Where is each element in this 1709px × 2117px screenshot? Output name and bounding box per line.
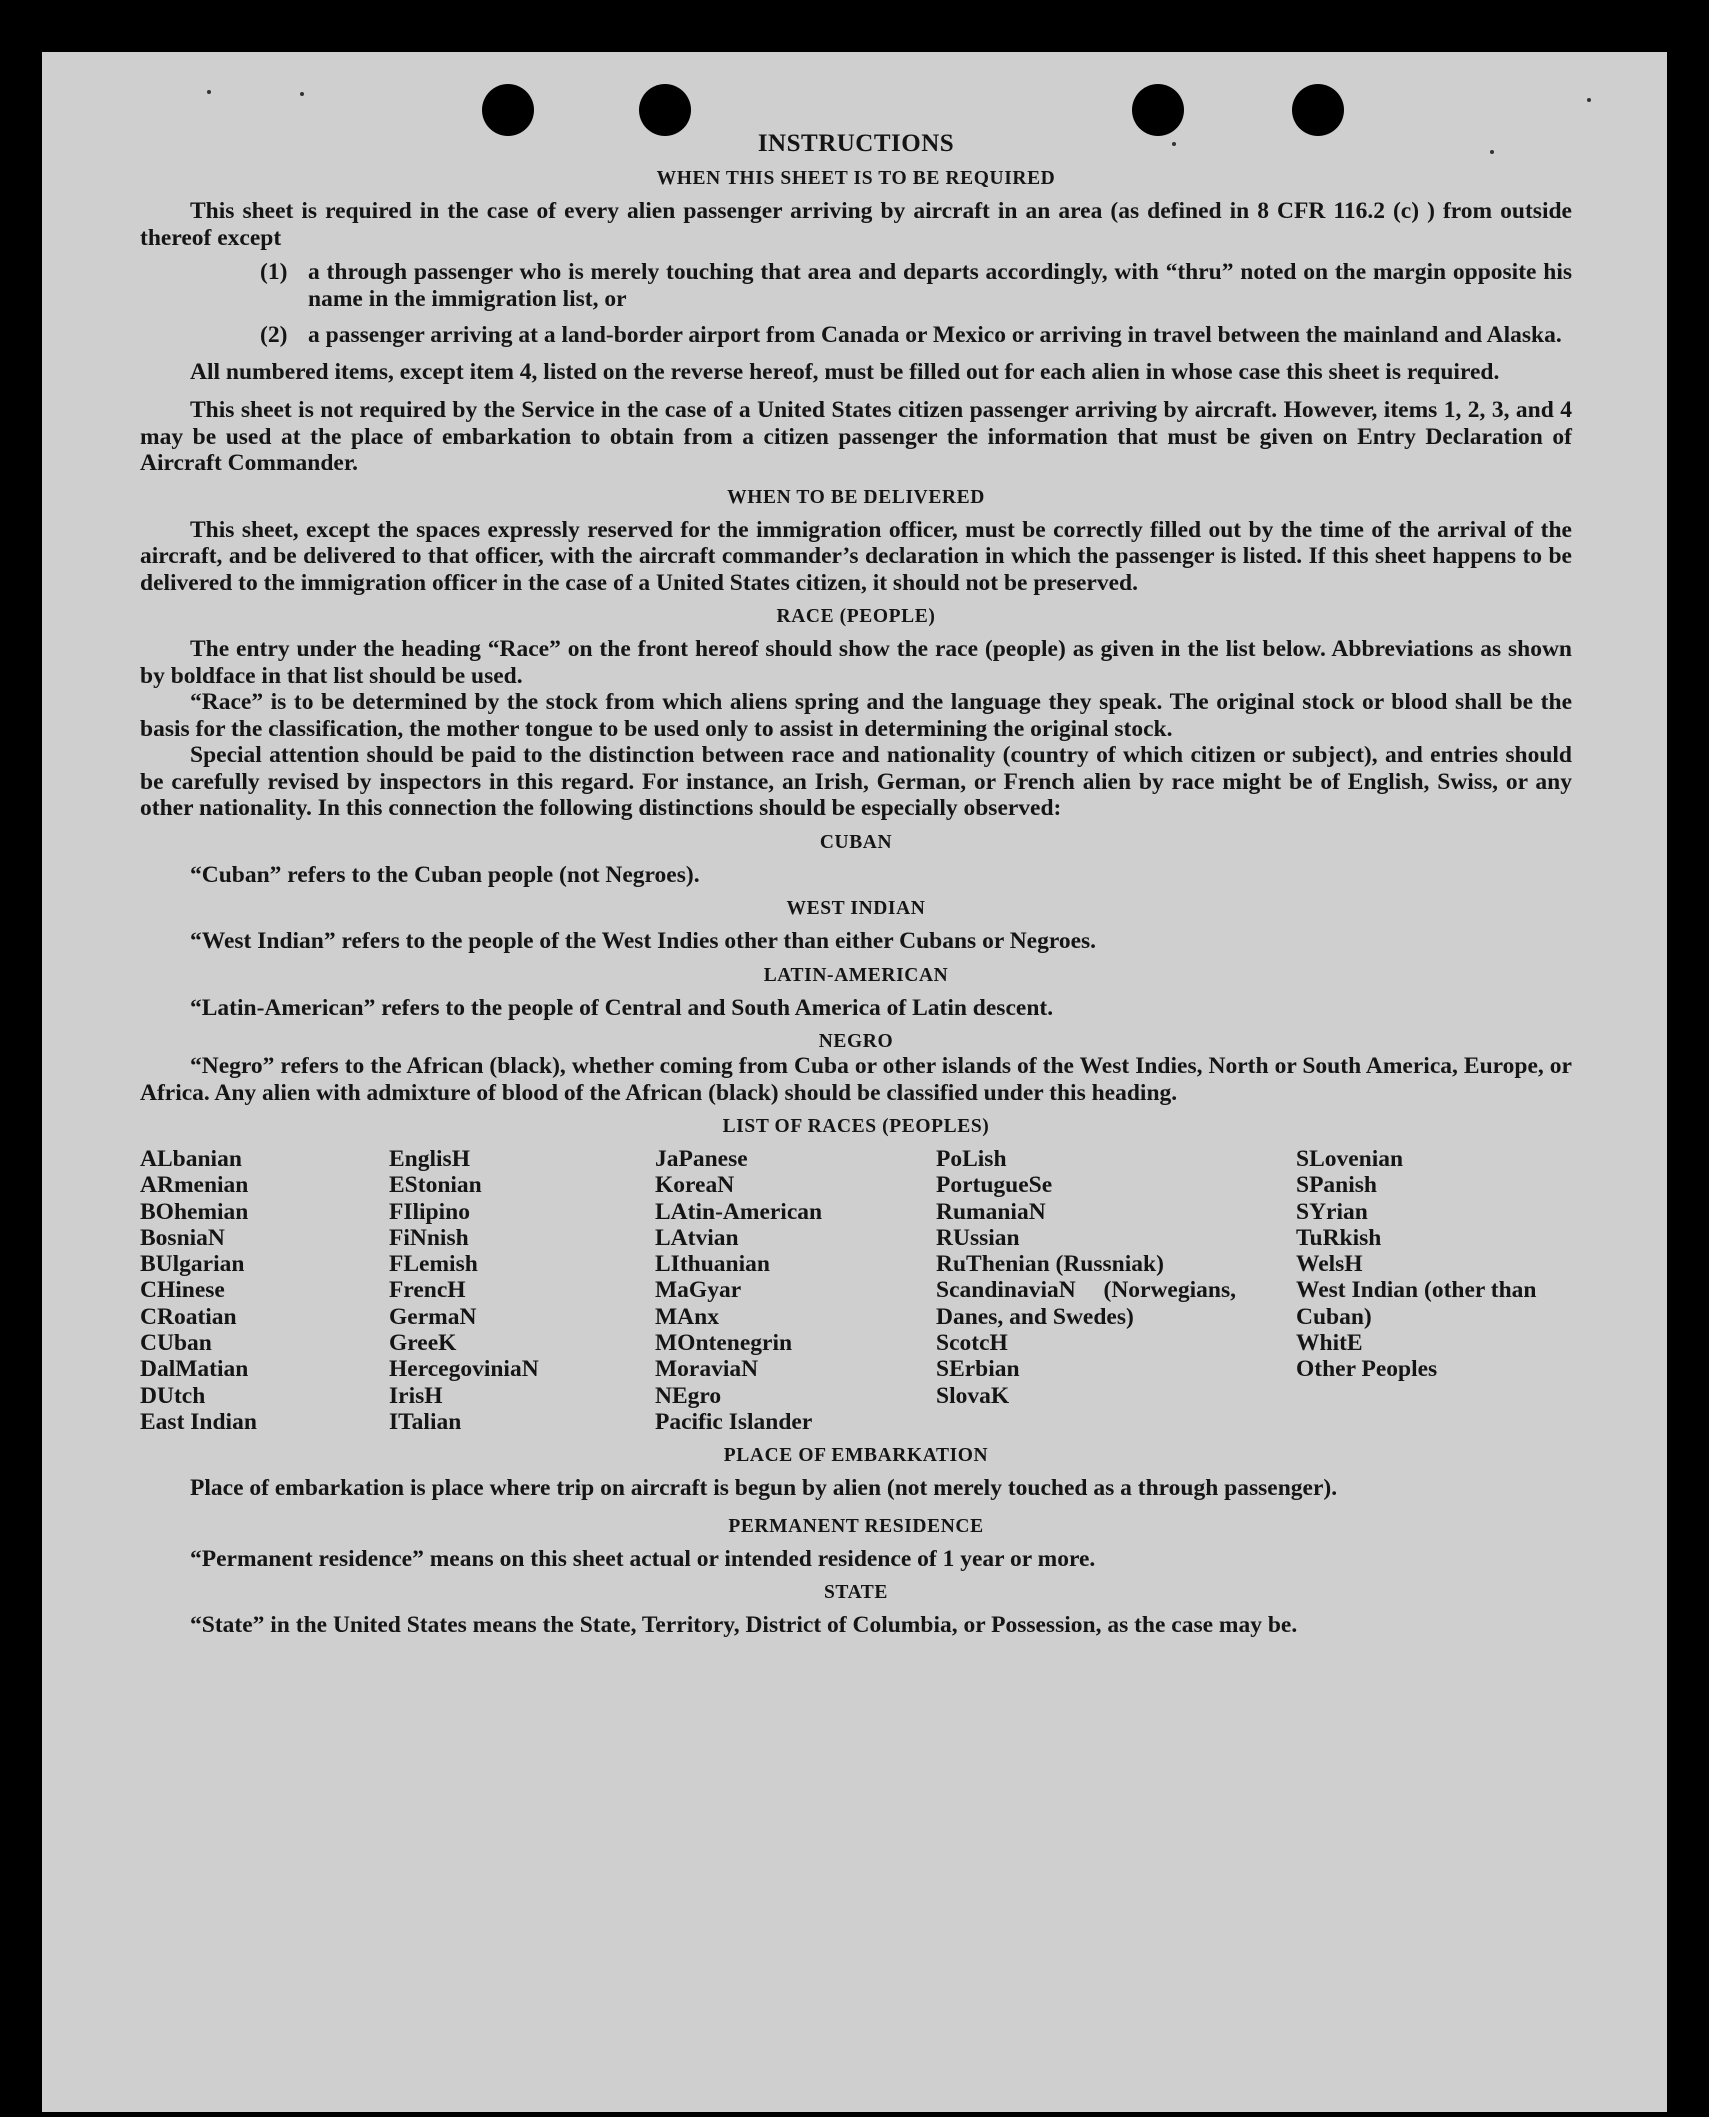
race-entry: RUssian: [936, 1224, 1020, 1251]
race-entry: ARmenian: [140, 1172, 249, 1199]
race-entry: ScotcH: [936, 1330, 1008, 1357]
heading-required: WHEN THIS SHEET IS TO BE REQUIRED: [656, 168, 1056, 189]
race-entry: RumaniaN: [936, 1198, 1046, 1225]
speck: [207, 90, 211, 94]
race-entry: MAnx: [655, 1303, 719, 1330]
race-entry: SlovaK: [936, 1382, 1010, 1409]
negro-text: “Negro” refers to the African (black), whether coming from Cuba or other islands of the West Indies, North or South America, Europe, or Africa. Any alien with admixture of blood of the African (black) should be classified under this heading.: [140, 1053, 1572, 1106]
heading-residence: PERMANENT RESIDENCE: [728, 1515, 984, 1537]
heading-races-list: LIST OF RACES (PEOPLES): [722, 1116, 990, 1137]
race-entry: FLemish: [389, 1251, 478, 1278]
races-list: [140, 1146, 1572, 1435]
race-entry: KoreaN: [655, 1172, 735, 1199]
race-entry: RuThenian (Russniak): [936, 1251, 1164, 1278]
race-entry: PortugueSe: [936, 1172, 1053, 1199]
heading-delivered: WHEN TO BE DELIVERED: [727, 486, 985, 508]
races-column-4: [936, 1146, 1296, 1435]
race-entry: East Indian: [140, 1408, 257, 1435]
punch-hole: [1132, 84, 1184, 136]
race-entry: LIthuanian: [655, 1251, 770, 1278]
race-entry: CHinese: [140, 1277, 225, 1304]
race-entry: Other Peoples: [1296, 1356, 1438, 1383]
race-entry: LAtvian: [655, 1224, 739, 1251]
races-column-2: [389, 1146, 655, 1435]
residence-text: “Permanent residence” means on this sheet actual or intended residence of 1 year or more.: [190, 1545, 1096, 1572]
heading-embarkation: PLACE OF EMBARKATION: [723, 1445, 989, 1467]
document-page: [42, 52, 1667, 2112]
race-entry: MoraviaN: [655, 1356, 759, 1383]
item-text: a through passenger who is merely touching that area and departs accordingly, with “thru” noted on the margin opposite his name in the immigration list, or: [308, 259, 1572, 312]
race-entry: DUtch: [140, 1382, 206, 1409]
race-para-3: Special attention should be paid to the distinction between race and nationality (country of which citizen or subject), and entries should be carefully revised by inspectors in this regard. For instance, an Irish, German, or French alien by race might be of English, Swiss, or any other nationality. In this connection the following distinctions should be especially observed:: [140, 742, 1572, 821]
race-entry: LAtin-American: [655, 1198, 823, 1225]
race-entry: FiNnish: [389, 1224, 469, 1251]
punch-hole: [1292, 84, 1344, 136]
race-entry: EStonian: [389, 1172, 482, 1199]
heading-state: STATE: [823, 1582, 889, 1604]
race-entry: NEgro: [655, 1382, 722, 1409]
race-para-2: “Race” is to be determined by the stock from which aliens spring and the language they speak. The original stock or blood shall be the basis for the classification, the mother tongue to be used only to assist in determining the original stock.: [140, 689, 1572, 742]
speck: [1587, 98, 1591, 102]
exception-item-2: [260, 322, 1572, 349]
item-text: a passenger arriving at a land-border airport from Canada or Mexico or arriving in travel between the mainland and Alaska.: [308, 322, 1562, 348]
exception-item-1: [260, 259, 1572, 312]
race-entry: FIlipino: [389, 1198, 470, 1225]
race-entry: MaGyar: [655, 1277, 742, 1304]
race-entry: FrencH: [389, 1277, 466, 1304]
page-title: INSTRUCTIONS: [757, 130, 955, 157]
west-indian-text: “West Indian” refers to the people of the West Indies other than either Cubans or Negroes.: [190, 928, 1097, 954]
latin-american-text: “Latin-American” refers to the people of Central and South America of Latin descent.: [190, 994, 1054, 1021]
embarkation-text: Place of embarkation is place where trip on aircraft is begun by alien (not merely touched as a through passenger).: [190, 1475, 1338, 1502]
race-entry: SPanish: [1296, 1172, 1377, 1199]
race-entry: SLovenian: [1296, 1146, 1404, 1172]
item-number: (2): [260, 322, 288, 348]
required-para-2: All numbered items, except item 4, listed on the reverse hereof, must be filled out for each alien in whose case this sheet is required.: [190, 358, 1500, 385]
race-entry: PoLish: [936, 1146, 1007, 1172]
race-entry: ScandinaviaN (Norwegians, Danes, and Swedes): [936, 1277, 1236, 1330]
speck: [1490, 150, 1494, 154]
item-number: (1): [260, 259, 288, 285]
heading-negro: NEGRO: [818, 1031, 894, 1052]
required-para-3: This sheet is not required by the Service in the case of a United States citizen passenger arriving by aircraft. However, items 1, 2, 3, and 4 may be used at the place of embarkation to obtain from a citizen passenger the information that must be given on Entry Declaration of Aircraft Commander.: [140, 397, 1572, 476]
speck: [1172, 142, 1176, 146]
race-entry: SErbian: [936, 1356, 1020, 1383]
race-entry: West Indian (other than Cuban): [1296, 1277, 1537, 1330]
race-entry: IrisH: [389, 1382, 443, 1409]
race-entry: MOntenegrin: [655, 1330, 793, 1357]
race-entry: JaPanese: [655, 1146, 748, 1172]
race-entry: GreeK: [389, 1330, 457, 1357]
race-para-1: The entry under the heading “Race” on the front hereof should show the race (people) as given in the list below. Abbreviations as shown by boldface in that list should be used.: [140, 636, 1572, 689]
race-entry: EnglisH: [389, 1146, 470, 1172]
delivered-text: This sheet, except the spaces expressly reserved for the immigration officer, must be correctly filled out by the time of the arrival of the aircraft, and be delivered to that officer, with the aircraft commander’s declaration in which the passenger is listed. If this sheet happens to be delivered to the immigration officer in the case of a United States citizen, it should not be preserved.: [140, 516, 1572, 596]
race-entry: BUlgarian: [140, 1251, 245, 1278]
race-entry: DalMatian: [140, 1356, 249, 1383]
heading-latin-american: LATIN-AMERICAN: [763, 964, 949, 986]
race-entry: ITalian: [389, 1408, 462, 1435]
race-entry: BosniaN: [140, 1224, 225, 1251]
heading-west-indian: WEST INDIAN: [786, 898, 926, 919]
cuban-text: “Cuban” refers to the Cuban people (not Negroes).: [190, 861, 700, 888]
race-entry: WelsH: [1296, 1251, 1363, 1278]
races-column-5: [1296, 1146, 1556, 1435]
speck: [300, 92, 304, 96]
race-entry: SYrian: [1296, 1198, 1368, 1225]
race-entry: CRoatian: [140, 1303, 237, 1330]
required-intro: This sheet is required in the case of every alien passenger arriving by aircraft in an area (as defined in 8 CFR 116.2 (c) ) from outside thereof except: [140, 198, 1572, 251]
race-entry: HercegoviniaN: [389, 1356, 539, 1383]
heading-race: RACE (PEOPLE): [776, 606, 936, 627]
race-entry: TuRkish: [1296, 1224, 1382, 1251]
race-entry: Pacific Islander: [655, 1408, 813, 1435]
state-text: “State” in the United States means the State, Territory, District of Columbia, or Possession, as the case may be.: [190, 1612, 1298, 1639]
race-entry: ALbanian: [140, 1146, 242, 1172]
punch-hole: [482, 84, 534, 136]
heading-cuban: CUBAN: [819, 831, 893, 853]
race-entry: WhitE: [1296, 1330, 1363, 1357]
race-entry: CUban: [140, 1330, 212, 1357]
punch-hole: [639, 84, 691, 136]
races-column-1: [140, 1146, 389, 1435]
race-entry: BOhemian: [140, 1198, 249, 1225]
race-entry: GermaN: [389, 1303, 477, 1330]
races-column-3: [655, 1146, 936, 1435]
